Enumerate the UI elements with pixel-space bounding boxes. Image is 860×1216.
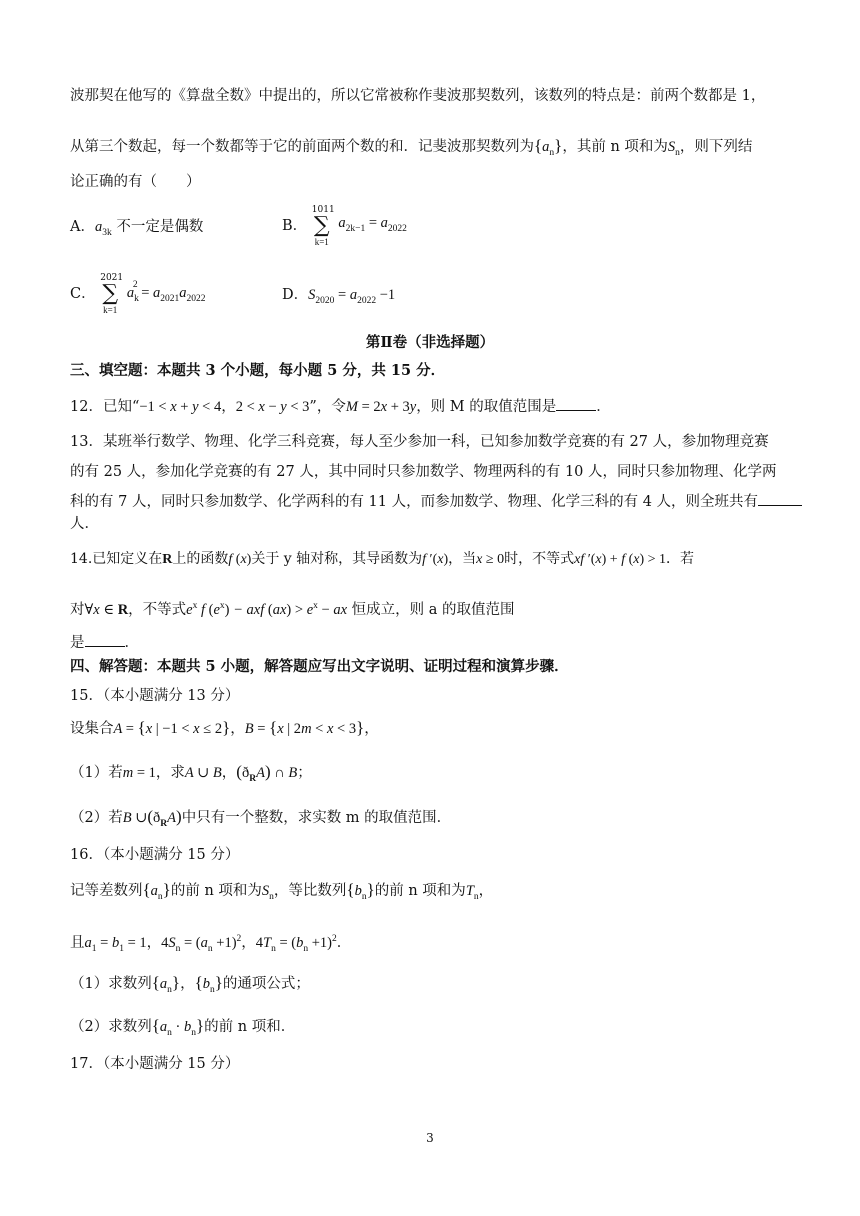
q11-option-d: D．$S_{2020} = a_{2022} -1$ xyxy=(282,287,396,306)
q15-header: 15．（本小题满分 13 分） xyxy=(70,688,240,704)
q14-line-1: 14.已知定义在R上的函数f (x)关于 y 轴对称，其导函数为f ′(x)，当x ≥ 0时，不等式xf ′(x) + f (x) > 1．若 xyxy=(70,551,695,567)
section-4-title: 四、解答题：本题共 5 小题，解答题应写出文字说明、证明过程和演算步骤． xyxy=(70,658,569,675)
q14-line-2: 对∀x ∈ R，不等式$e^x$ f $(e^x)$ − axf $(ax) > e^x$ − ax 恒成立，则 a 的取值范围 xyxy=(70,601,515,618)
section-2-title: 第Ⅱ卷（非选择题） xyxy=(365,334,495,351)
answer-blank xyxy=(85,632,125,647)
q11-option-b: B． 1011 ∑ k=1 $a_{2k-1} = a_{2022}$ xyxy=(282,205,407,247)
q13-line-1: 13．某班举行数学、物理、化学三科竞赛，每人至少参加一科，已知参加数学竞赛的有 27 人，参加物理竞赛 xyxy=(70,434,769,450)
q16-header: 16．（本小题满分 15 分） xyxy=(70,847,240,863)
q15-sets: 设集合A = {x | −1 < x ≤ 2}，B = {x | 2m < x < 3}， xyxy=(70,718,379,737)
summation-symbol: 2021 ∑ k=1 xyxy=(100,273,124,315)
q11-line-3: 论正确的有（ ） xyxy=(70,174,201,190)
q16-part-2: （2）求数列$\{a_n \cdot b_n\}$的前 n 项和． xyxy=(70,1016,296,1038)
q11-line-1: 波那契在他写的《算盘全数》中提出的，所以它常被称作斐波那契数列，该数列的特点是：前两个数都是 1， xyxy=(70,88,766,104)
page-number: 3 xyxy=(426,1131,434,1145)
q11-option-c: C． 2021 ∑ k=1 $a_k^2 = a_{2021}a_{2022}$ xyxy=(70,273,206,315)
answer-blank xyxy=(556,396,596,411)
q13-line-4: 人． xyxy=(70,516,99,532)
q12: 12．已知“−1 < x + y < 4，2 < x − y < 3”，令M = 2x + 3y，则 M 的取值范围是 ． xyxy=(70,396,800,417)
q17-header: 17．（本小题满分 15 分） xyxy=(70,1056,240,1072)
q13-line-3: 科的有 7 人，同时只参加数学、化学两科的有 11 人，而参加数学、物理、化学三科的有 4 人，则全班共有 xyxy=(70,491,800,512)
answer-blank xyxy=(758,491,802,506)
q11-line-2: 从第三个数起，每一个数都等于它的前面两个数的和．记斐波那契数列为$\{a_n\}$，其前 n 项和为$S_n$，则下列结 xyxy=(70,136,753,158)
q15-part-1: （1）若m = 1，求A ∪ B，$(ð_RA)$ ∩ B； xyxy=(70,762,312,784)
q11-option-a: A．$a_{3k}$ 不一定是偶数 xyxy=(70,219,204,238)
q16-part-1: （1）求数列$\{a_n\}$，$\{b_n\}$的通项公式； xyxy=(70,973,310,995)
q15-part-2: （2）若B $\cup(ð_RA)$中只有一个整数，求实数 m 的取值范围． xyxy=(70,807,452,829)
section-3-title: 三、填空题：本题共 3 个小题，每小题 5 分，共 15 分． xyxy=(70,362,446,379)
summation-symbol: 1011 ∑ k=1 xyxy=(311,205,335,247)
q14-line-3: 是 ． xyxy=(70,632,800,653)
q16-line-1: 记等差数列$\{a_n\}$的前 n 项和为$S_n$，等比数列$\{b_n\}$的前 n 项和为$T_n$， xyxy=(70,880,494,902)
q13-line-2: 的有 25 人，参加化学竞赛的有 27 人，其中同时只参加数学、物理两科的有 10 人，同时只参加物理、化学两 xyxy=(70,464,777,480)
q16-line-2: 且$a_1 = b_1 = 1$，$4S_n = (a_n +1)^2$，$4T_n = (b_n +1)^2$． xyxy=(70,934,352,954)
